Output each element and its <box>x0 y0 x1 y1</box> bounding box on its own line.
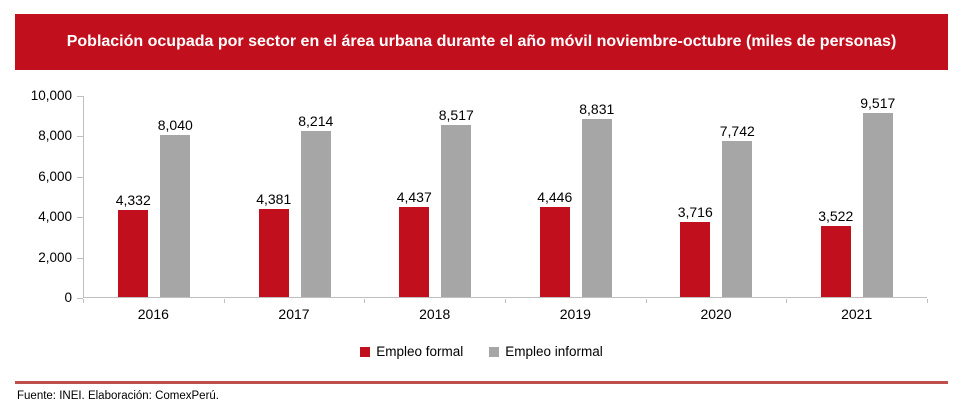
bar-value-label: 8,517 <box>438 106 474 123</box>
x-axis-label-2017: 2017 <box>278 306 310 322</box>
x-axis-tick-mark <box>364 299 365 303</box>
chart-legend <box>0 344 963 359</box>
y-axis-tick-label: 0 <box>64 290 72 305</box>
bar-wrap <box>720 96 755 297</box>
bar-informal <box>722 141 752 297</box>
y-axis-tick-label: 4,000 <box>38 209 72 225</box>
bar-value-label: 8,040 <box>157 116 193 133</box>
x-axis-label-2016: 2016 <box>137 306 169 322</box>
bar-group-2018 <box>365 96 506 297</box>
bar-value-label: 4,381 <box>256 190 292 207</box>
bar-value-label: 4,446 <box>537 189 573 206</box>
bar-group-2020 <box>646 96 787 297</box>
bar-value-label: 7,742 <box>719 122 755 139</box>
x-axis-tick-mark <box>646 299 647 303</box>
bar-group-2017 <box>225 96 366 297</box>
bar-value-label: 8,831 <box>579 100 615 117</box>
bar-informal <box>160 135 190 297</box>
bar-group-2016 <box>84 96 225 297</box>
x-axis-labels <box>83 306 927 322</box>
bar-wrap <box>116 96 151 297</box>
x-axis-tick-mark <box>505 299 506 303</box>
bar-value-label: 8,214 <box>298 113 334 130</box>
bar-value-label: 3,716 <box>677 203 713 220</box>
bar-formal <box>680 222 710 297</box>
x-axis-label-2018: 2018 <box>419 306 451 322</box>
legend-swatch-icon <box>360 347 370 357</box>
bar-informal <box>582 119 612 297</box>
bar-formal <box>118 210 148 298</box>
chart-title: Población ocupada por sector en el área urbana durante el año móvil noviembre-octubre (miles de personas) <box>66 32 897 50</box>
y-axis-tick-label: 2,000 <box>38 249 72 265</box>
footer-divider-line <box>15 381 948 384</box>
bar-formal <box>540 207 570 297</box>
x-axis-tick-mark <box>224 299 225 303</box>
bar-group-2021 <box>787 96 928 297</box>
y-axis-tick-label: 6,000 <box>38 168 72 184</box>
bar-wrap <box>579 96 614 297</box>
y-axis-tick-label: 10,000 <box>30 88 72 103</box>
bar-informal <box>863 113 893 297</box>
legend-swatch-icon <box>489 347 499 357</box>
bar-value-label: 9,517 <box>860 95 896 111</box>
x-axis-label-2019: 2019 <box>559 306 591 322</box>
x-axis-label-2021: 2021 <box>841 306 873 322</box>
x-axis-tick-mark <box>83 299 84 303</box>
bar-wrap <box>158 96 193 297</box>
bar-wrap <box>860 96 895 297</box>
bar-formal <box>259 209 289 297</box>
bar-informal <box>301 131 331 297</box>
legend-label: Empleo informal <box>505 344 603 359</box>
bar-formal <box>821 226 851 297</box>
y-axis-tick-label: 8,000 <box>38 128 72 144</box>
x-axis-tick-mark <box>786 299 787 303</box>
legend-label: Empleo formal <box>376 344 464 359</box>
x-axis-tick-mark <box>927 299 928 303</box>
bar-wrap <box>439 96 474 297</box>
bar-group-2019 <box>506 96 647 297</box>
bar-wrap <box>537 96 572 297</box>
bar-wrap <box>397 96 432 297</box>
bar-wrap <box>298 96 333 297</box>
bar-value-label: 4,437 <box>396 189 432 206</box>
bar-value-label: 3,522 <box>818 207 854 224</box>
legend-item-formal <box>360 344 463 359</box>
bar-informal <box>441 125 471 297</box>
chart-title-banner <box>15 14 948 70</box>
source-note: Fuente: INEI. Elaboración: ComexPerú. <box>17 390 219 402</box>
bar-wrap <box>256 96 291 297</box>
legend-item-informal <box>489 344 603 359</box>
plot-area <box>83 96 927 298</box>
bar-wrap <box>678 96 713 297</box>
x-axis-label-2020: 2020 <box>700 306 732 322</box>
bar-wrap <box>818 96 853 297</box>
bar-formal <box>399 207 429 297</box>
bar-value-label: 4,332 <box>115 191 151 208</box>
